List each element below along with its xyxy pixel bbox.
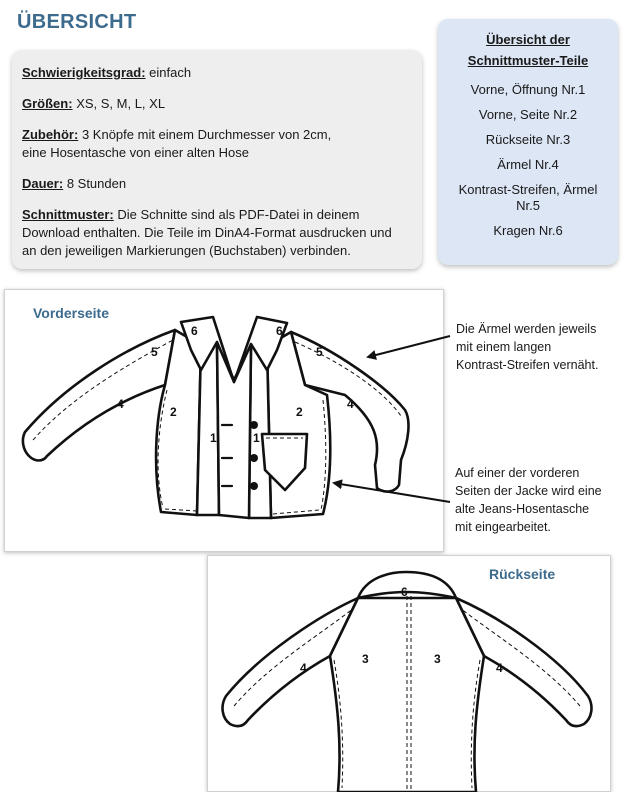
front-view-label: Vorderseite [33,305,109,321]
duration-label: Dauer: [22,176,64,191]
list-item: Kontrast-Streifen, Ärmel Nr.5 [458,182,598,213]
pocket-note-line1: Auf einer der vorderen [455,466,580,480]
front-collar-left-number: 6 [191,324,198,338]
list-item: Vorne, Seite Nr.2 [478,107,578,122]
back-collar-number: 6 [401,585,408,599]
sleeve-note [456,320,598,374]
accessories-value-1: 3 Knöpfe mit einem Durchmesser von 2cm, [81,127,332,142]
front-collar-right-number: 6 [276,324,283,338]
sleeve-note-line3: Kontrast-Streifen vernäht. [456,358,599,372]
list-item: Rückseite Nr.3 [485,132,571,147]
front-side-right-number: 2 [296,405,303,419]
info-box [12,50,422,269]
front-view-panel [4,289,444,552]
pocket-note-line4: mit eingearbeitet. [455,520,551,534]
back-jacket-drawing [208,556,612,792]
front-opening-left-number: 1 [210,431,217,445]
sleeve-note-line1: Die Ärmel werden jeweils [456,322,597,336]
patterns-label: Schnittmuster: [22,207,114,222]
duration-row [22,175,412,193]
front-stripe-right-number: 5 [316,345,323,359]
pattern-parts-title-line1: Übersicht der [486,32,570,47]
pocket-note-line2: Seiten der Jacke wird eine [455,484,602,498]
list-item: Kragen Nr.6 [493,223,563,238]
patterns-value-3: an den jeweiligen Markierungen (Buchstaben) verbinden. [22,243,351,258]
front-opening-right-number: 1 [253,431,260,445]
button-circle [250,454,258,462]
sizes-row [22,95,412,113]
sleeve-note-line2: mit einem langen [456,340,552,354]
accessories-value-2: eine Hosentasche von einer alten Hose [22,145,249,160]
list-item: Vorne, Öffnung Nr.1 [470,82,586,97]
patterns-value-1: Die Schnitte sind als PDF-Datei in deinem [117,207,360,222]
front-stripe-left-number: 5 [151,345,158,359]
back-right-number: 3 [434,652,441,666]
page-title: ÜBERSICHT [17,11,137,33]
back-view-label: Rückseite [489,566,556,582]
button-circle [250,421,258,429]
list-item: Ärmel Nr.4 [497,157,559,172]
patterns-value-2: Download enthalten. Die Teile im DinA4-Format ausdrucken und [22,225,392,240]
pattern-parts-title-line2: Schnittmuster-Teile [467,53,589,68]
back-view-panel [207,555,611,792]
back-sleeve-left-number: 4 [300,661,307,675]
front-side-left-number: 2 [170,405,177,419]
pattern-parts-list [438,82,618,239]
accessories-row [22,126,412,162]
front-jacket-drawing [5,290,445,553]
front-sleeve-left-number: 4 [117,397,124,411]
back-left-number: 3 [362,652,369,666]
patterns-row [22,206,412,260]
difficulty-row [22,64,412,82]
pattern-parts-box [438,19,618,265]
difficulty-label: Schwierigkeitsgrad: [22,65,146,80]
pocket-note-line3: alte Jeans-Hosentasche [455,502,590,516]
duration-value: 8 Stunden [66,176,127,191]
back-sleeve-right-number: 4 [496,661,503,675]
sizes-value: XS, S, M, L, XL [76,96,166,111]
button-circle [250,482,258,490]
front-sleeve-right-number: 4 [347,397,354,411]
difficulty-value: einfach [149,65,192,80]
accessories-label: Zubehör: [22,127,79,142]
pattern-parts-title [438,29,618,71]
pocket-note [455,464,602,536]
sizes-label: Größen: [22,96,73,111]
